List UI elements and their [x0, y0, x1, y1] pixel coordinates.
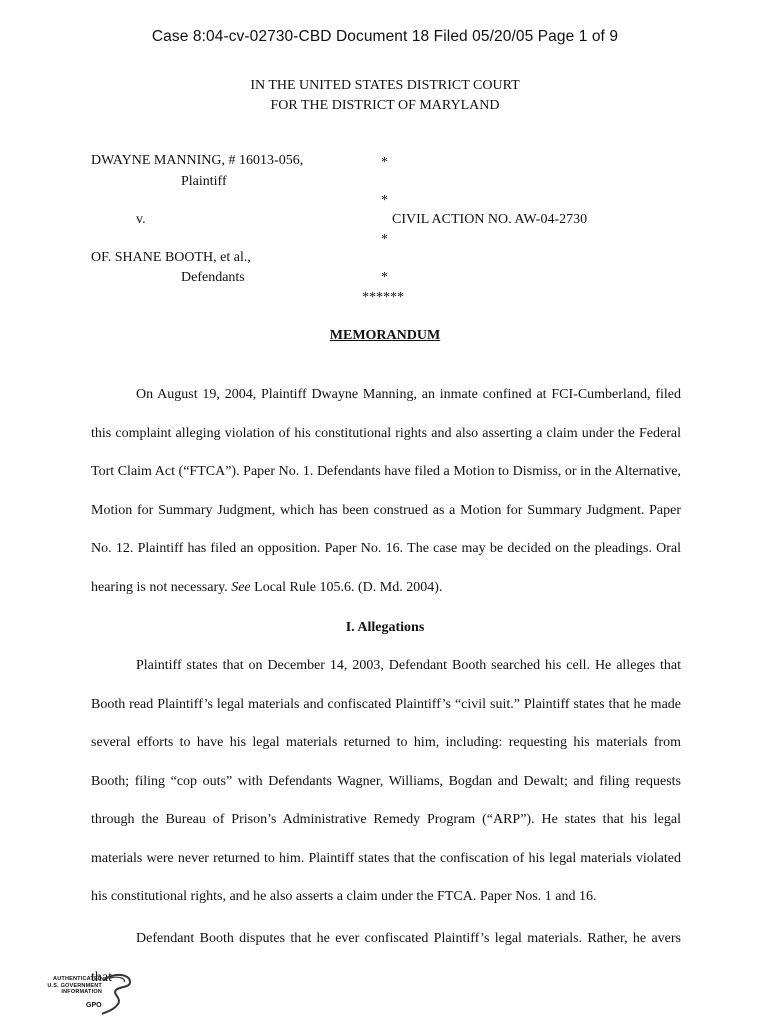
logo-line: AUTHENTICATED — [53, 976, 102, 982]
logo-mark-text: GPO — [86, 1002, 102, 1009]
defendant-paragraph — [91, 920, 681, 997]
court-line-1: IN THE UNITED STATES DISTRICT COURT — [250, 78, 520, 93]
case-header: Case 8:04-cv-02730-CBD Document 18 Filed 05/20/05 Page 1 of 9 — [151, 28, 619, 45]
logo-caption — [42, 976, 102, 996]
caption-star: * — [381, 155, 388, 170]
defendant-role: Defendants — [181, 270, 245, 285]
plaintiff-role: Plaintiff — [181, 174, 227, 189]
defendant-text: Defendant Booth disputes that he ever confiscated Plaintiff’s legal materials. Rather, he avers that — [91, 931, 681, 985]
section-heading-allegations: I. Allegations — [345, 620, 425, 635]
intro-text-b: Local Rule 105.6. (D. Md. 2004). — [250, 579, 443, 595]
intro-see-signal: See — [231, 579, 251, 595]
caption-stars-row: ****** — [362, 290, 404, 305]
gpo-authentication-logo — [42, 972, 142, 1018]
intro-text-a: On August 19, 2004, Plaintiff Dwayne Manning, an inmate confined at FCI-Cumberland, filed this complaint alleging violation of his constitutional rights and also asserting a claim under the Federal Tort Claim Act (“FTCA”). Paper No. 1. Defendants have filed a Motion to Dismiss, or in the Alternative, Motion for Summary Judgment, which has been construed as a Motion for Summary Judgment. Paper No. 12. Plaintiff has filed an opposition. Paper No. 16. The case may be decided on the pleadings. Oral hearing is not necessary. — [91, 387, 681, 595]
defendant-name: OF. SHANE BOOTH, et al., — [91, 250, 251, 265]
allegations-text: Plaintiff states that on December 14, 2003, Defendant Booth searched his cell. He alleges that Booth read Plaintiff’s legal materials and confiscated Plaintiff’s “civil suit.” Plaintiff states that he made several efforts to have his legal materials returned to him, including: requesting his materials from Booth; filing “cop outs” with Defendants Wagner, Williams, Bogdan and Dewalt; and filing requests through the Bureau of Prison’s Administrative Remedy Program (“ARP”). He states that his legal materials were never returned to him. Plaintiff states that the confiscation of his legal materials violated his constitutional rights, and he also asserts a claim under the FTCA. Paper Nos. 1 and 16. — [91, 658, 681, 904]
allegations-paragraph — [91, 647, 681, 917]
court-name — [0, 76, 770, 116]
versus: v. — [136, 212, 146, 227]
document-title: MEMORANDUM — [329, 328, 441, 343]
plaintiff-name: DWAYNE MANNING, # 16013-056, — [91, 153, 304, 168]
caption-star: * — [381, 270, 388, 285]
caption-star: * — [381, 232, 388, 247]
intro-paragraph — [91, 376, 681, 607]
eagle-icon — [100, 972, 134, 1016]
caption-star: * — [381, 193, 388, 208]
logo-line: U.S. GOVERNMENT — [47, 982, 102, 989]
court-line-2: FOR THE DISTRICT OF MARYLAND — [270, 98, 500, 113]
logo-line: INFORMATION — [61, 989, 102, 995]
civil-action-number: CIVIL ACTION NO. AW-04-2730 — [392, 212, 588, 227]
